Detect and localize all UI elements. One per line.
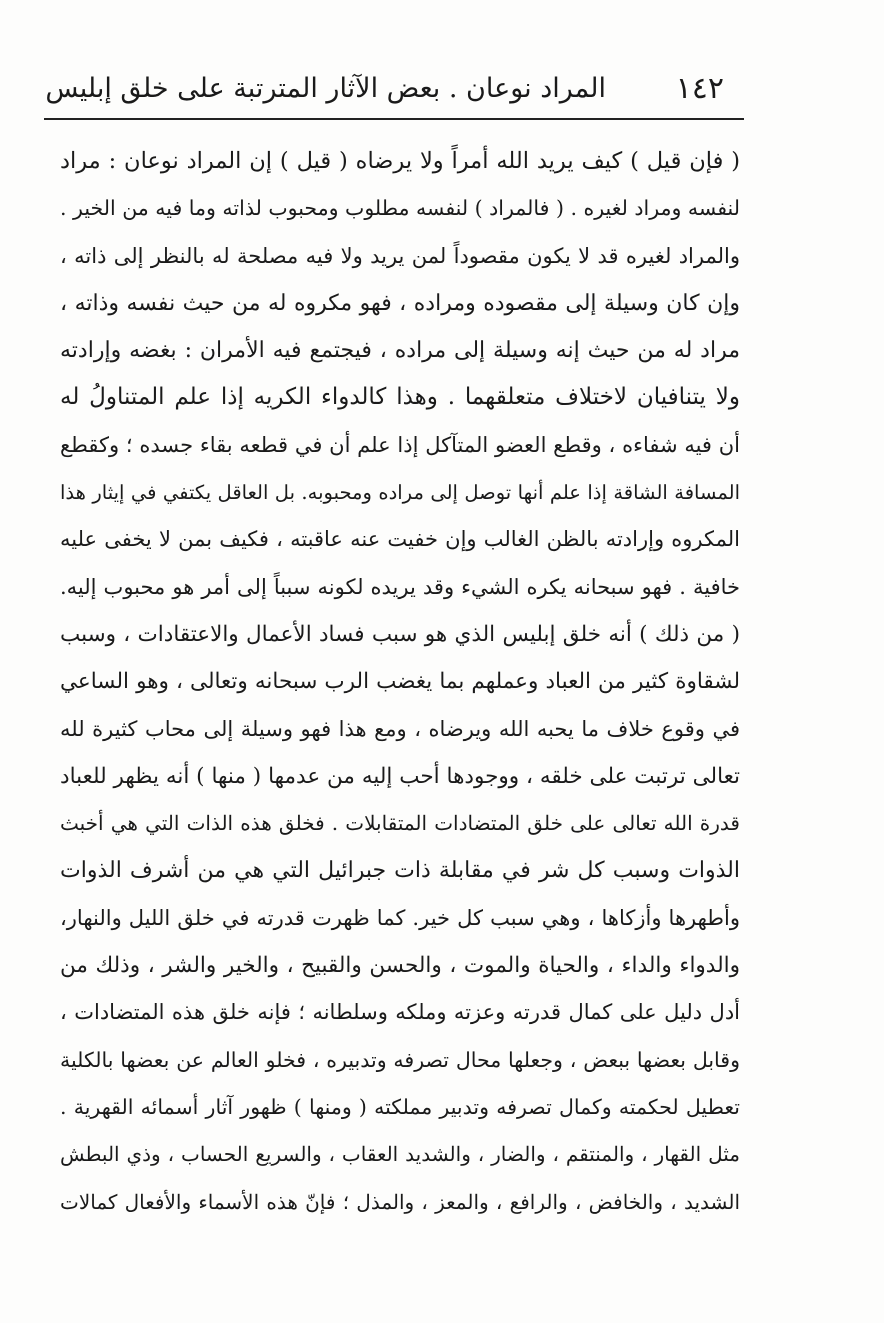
text-line: والدواء والداء ، والحياة والموت ، والحسن والقبيح ، والخير والشر ، وذلك من	[60, 953, 740, 979]
text-line: والمراد لغيره قد لا يكون مقصوداً لمن يريد ولا فيه مصلحة له بالنظر إلى ذاته ،	[60, 243, 740, 268]
text-line: الذوات وسبب كل شر في مقابلة ذات جبرائيل التي هي من أشرف الذوات	[60, 858, 740, 884]
text-line: أن فيه شفاءه ، وقطع العضو المتآكل إذا علم أن في قطعه بقاء جسده ؛ وكقطع	[60, 432, 740, 457]
text-line: ( من ذلك ) أنه خلق إبليس الذي هو سبب فساد الأعمال والاعتقادات ، وسبب	[60, 621, 740, 647]
text-line: مثل القهار ، والمنتقم ، والضار ، والشديد العقاب ، والسريع الحساب ، وذي البطش	[60, 1142, 740, 1167]
text-line: وأطهرها وأزكاها ، وهي سبب كل خير. كما ظهرت قدرته في خلق الليل والنهار،	[60, 905, 740, 930]
text-line: وقابل بعضها ببعض ، وجعلها محال تصرفه وتدبيره ، فخلو العالم عن بعضها بالكلية	[60, 1047, 740, 1072]
text-line: تعالى ترتبت على خلقه ، ووجودها أحب إليه من عدمها ( منها ) أنه يظهر للعباد	[60, 763, 740, 789]
text-line: لشقاوة كثير من العباد وعملهم بما يغضب الرب سبحانه وتعالى ، وهو الساعي	[60, 669, 740, 695]
text-line: المسافة الشاقة إذا علم أنها توصل إلى مراده ومحبوبه. بل العاقل يكتفي في إيثار هذا	[60, 481, 740, 505]
text-line: قدرة الله تعالى على خلق المتضادات المتقابلات . فخلق هذه الذات التي هي أخبث	[60, 811, 740, 836]
header-rule	[44, 118, 744, 120]
page-number: ١٤٢	[675, 71, 724, 106]
text-line: تعطيل لحكمته وكمال تصرفه وتدبير مملكته ( ومنها ) ظهور آثار أسمائه القهرية .	[60, 1094, 740, 1119]
text-line: مراد له من حيث إنه وسيلة إلى مراده ، فيجتمع فيه الأمران : بغضه وإرادته	[60, 338, 740, 364]
body-text	[60, 138, 740, 1226]
text-line: ( فإن قيل ) كيف يريد الله أمراً ولا يرضاه ( قيل ) إن المراد نوعان : مراد	[60, 148, 740, 174]
text-line: ولا يتنافيان لاختلاف متعلقهما . وهذا كالدواء الكريه إذا علم المتناولُ له	[60, 384, 740, 411]
text-line: في وقوع خلاف ما يحبه الله ويرضاه ، ومع هذا فهو وسيلة إلى محاب كثيرة لله	[60, 716, 740, 741]
text-line: أدل دليل على كمال قدرته وعزته وملكه وسلطانه ؛ فإنه خلق هذه المتضادات ،	[60, 1000, 740, 1025]
running-head: المراد نوعان . بعض الآثار المترتبة على خلق إبليس	[45, 73, 606, 104]
text-line: خافية . فهو سبحانه يكره الشيء وقد يريده لكونه سبباً إلى أمر هو محبوب إليه.	[60, 574, 740, 599]
text-line: وإن كان وسيلة إلى مقصوده ومراده ، فهو مكروه له من حيث نفسه وذاته ،	[60, 290, 740, 316]
page-header	[44, 58, 744, 118]
text-line: لنفسه ومراد لغيره . ( فالمراد ) لنفسه مطلوب ومحبوب لذاته وما فيه من الخير .	[60, 196, 740, 221]
text-line: المكروه وإرادته بالظن الغالب وإن خفيت عنه عاقبته ، فكيف بمن لا يخفى عليه	[60, 527, 740, 552]
text-line: الشديد ، والخافض ، والرافع ، والمعز ، والمذل ؛ فإنّ هذه الأسماء والأفعال كمالات	[60, 1189, 740, 1214]
